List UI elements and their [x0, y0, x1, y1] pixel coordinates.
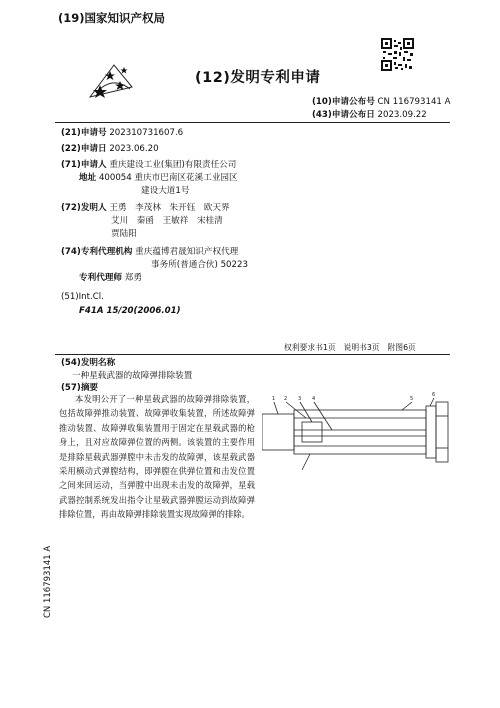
patent-agency-line-2: 事务所(普通合伙) 50223 [151, 260, 248, 270]
inventors-line-2: 艾川 秦函 王敏祥 宋桂清 [111, 216, 223, 226]
address-line-1: 400054 重庆市巴南区花溪工业园区 [98, 173, 238, 183]
address-line-2: 建设大道1号 [141, 186, 190, 196]
application-date [61, 143, 159, 155]
inventors-label: (72)发明人 [61, 203, 107, 213]
publication-date-value: 2023.09.22 [377, 110, 427, 120]
application-number-value: 202310731607.6 [109, 128, 184, 138]
drawing-label: 3 [298, 396, 302, 402]
drawing-label: 2 [284, 396, 288, 402]
application-date-value: 2023.06.20 [109, 144, 159, 154]
publication-date [312, 109, 427, 121]
patent-agent-label: 专利代理师 [79, 273, 122, 283]
pages-info: 权利要求书1页 说明书3页 附图6页 [284, 343, 416, 352]
qr-code-icon [381, 38, 414, 71]
applicant [61, 159, 236, 171]
side-publication-number: CN 116793141 A [43, 545, 53, 618]
patent-agency-label: (74)专利代理机构 [61, 247, 133, 257]
inventors-line-1: 王勇 李茂林 朱开钰 欧天界 [109, 203, 230, 213]
inventors [61, 202, 230, 214]
office-name: (19)国家知识产权局 [58, 11, 166, 25]
abstract-label: (57)摘要 [61, 383, 99, 393]
int-cl-value: F41A 15/20(2006.01) [79, 306, 181, 316]
cnipa-logo-icon [86, 57, 138, 105]
publication-number-label: (10)申请公布号 [312, 97, 375, 107]
application-date-label: (22)申请日 [61, 144, 107, 154]
patent-agent [79, 272, 142, 284]
applicant-label: (71)申请人 [61, 160, 107, 170]
drawing-label: 5 [410, 396, 414, 402]
publication-number-value: CN 116793141 A [377, 97, 451, 107]
header-divider [55, 122, 450, 123]
drawing-label: 1 [272, 396, 276, 402]
patent-agent-value: 郑勇 [124, 273, 142, 283]
invention-name-label: (54)发明名称 [61, 358, 116, 368]
applicant-value: 重庆建设工业(集团)有限责任公司 [109, 160, 237, 170]
application-number-label: (21)申请号 [61, 128, 107, 138]
publication-number [312, 96, 451, 108]
drawing-label: 6 [432, 392, 436, 398]
address [79, 172, 238, 184]
address-label: 地址 [79, 173, 97, 183]
patent-agency-line-1: 重庆蕴博君晟知识产权代理 [135, 247, 239, 257]
device-drawing [262, 386, 450, 482]
int-cl-label: (51)Int.Cl. [61, 292, 104, 302]
application-number [61, 127, 183, 139]
drawing-label: 4 [312, 396, 316, 402]
section-divider [55, 354, 450, 355]
abstract-text: 本发明公开了一种星载武器的故障弹排除装置，包括故障弹推动装置、故障弹收集装置，所述故障弹推动装置、故障弹收集装置用于固定在星载武器的枪身上，且对应故障弹位置的两侧。该装置的主要作用是排除星载武器弹膛中未击发的故障弹，该星载武器采用横动式弹膛结构，即弹膛在供弹位置和击发位置之间来回运动，当弹膛中出现未击发的故障弹，星载武器控制系统发出指令让星载武器弹膛运动到故障弹排除位置，再由故障弹排除装置实现故障弹的排除。 [59, 394, 255, 520]
invention-name-value: 一种星载武器的故障弹排除装置 [72, 371, 193, 381]
inventors-line-3: 贾陆阳 [111, 229, 137, 239]
publication-date-label: (43)申请公布日 [312, 110, 375, 120]
patent-agency [61, 246, 238, 258]
document-type-title: (12)发明专利申请 [195, 70, 321, 86]
